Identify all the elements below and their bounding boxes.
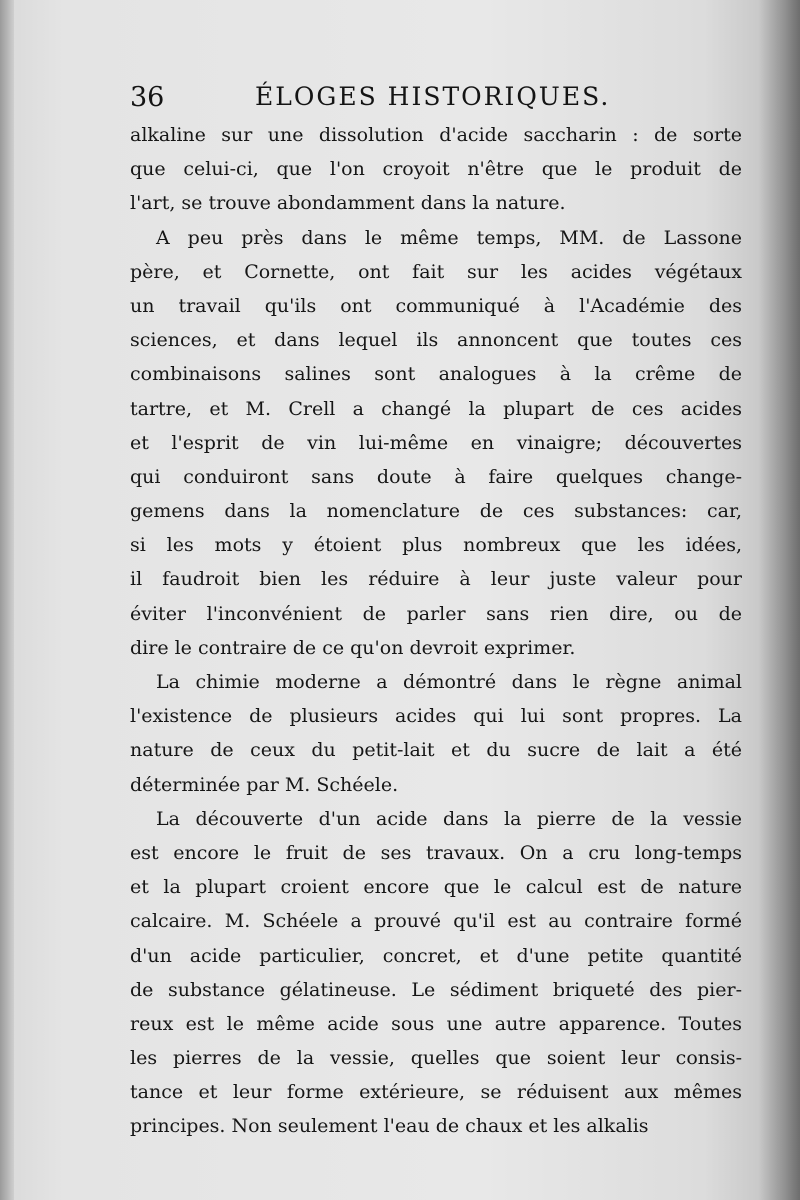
text-line: que celui-ci, que l'on croyoit n'être que le produit de bbox=[130, 158, 742, 181]
text-line: il faudroit bien les réduire à leur juste valeur pour bbox=[130, 568, 742, 591]
text-line: père, et Cornette, ont fait sur les acides végétaux bbox=[130, 260, 742, 283]
text-line: A peu près dans le même temps, MM. de Lassone bbox=[156, 226, 742, 249]
text-line: tartre, et M. Crell a changé la plupart de ces acides bbox=[130, 397, 742, 420]
paragraph bbox=[130, 665, 742, 802]
page-number: 36 bbox=[130, 82, 165, 113]
text-line: La découverte d'un acide dans la pierre de la vessie bbox=[156, 807, 742, 830]
text-line: alkaline sur une dissolution d'acide saccharin : de sorte bbox=[130, 124, 742, 146]
text-line: l'art, se trouve abondamment dans la nature. bbox=[130, 192, 566, 215]
text-line: qui conduiront sans doute à faire quelques change- bbox=[130, 465, 742, 488]
text-line: un travail qu'ils ont communiqué à l'Académie des bbox=[130, 294, 742, 317]
text-line: déterminée par M. Schéele. bbox=[130, 773, 399, 796]
page-left-edge bbox=[0, 0, 14, 1200]
text-line: sciences, et dans lequel ils annoncent que toutes ces bbox=[130, 329, 742, 352]
text-line: d'un acide particulier, concret, et d'une petite quantité bbox=[130, 944, 742, 967]
text-line: et l'esprit de vin lui-même en vinaigre; découvertes bbox=[130, 431, 742, 454]
text-line: éviter l'inconvénient de parler sans rien dire, ou de bbox=[130, 602, 742, 625]
page-gutter-shadow bbox=[758, 0, 800, 1200]
text-line: reux est le même acide sous une autre apparence. Toutes bbox=[130, 1012, 742, 1035]
paragraph bbox=[130, 221, 742, 665]
text-line: gemens dans la nomenclature de ces substances: car, bbox=[130, 500, 742, 523]
text-line: calcaire. M. Schéele a prouvé qu'il est au contraire formé bbox=[130, 910, 742, 933]
text-line: est encore le fruit de ses travaux. On a cru long-temps bbox=[130, 841, 742, 864]
text-line: et la plupart croient encore que le calcul est de nature bbox=[130, 876, 742, 899]
body-text bbox=[130, 118, 742, 1144]
text-line: tance et leur forme extérieure, se réduisent aux mêmes bbox=[130, 1081, 742, 1104]
text-line: les pierres de la vessie, quelles que soient leur consis- bbox=[130, 1047, 742, 1070]
paragraph bbox=[130, 118, 742, 221]
text-line: dire le contraire de ce qu'on devroit exprimer. bbox=[130, 636, 576, 659]
text-line: de substance gélatineuse. Le sédiment briqueté des pier- bbox=[130, 978, 742, 1001]
text-line: si les mots y étoient plus nombreux que les idées, bbox=[130, 534, 742, 557]
paragraph bbox=[130, 802, 742, 1144]
text-line: combinaisons salines sont analogues à la crême de bbox=[130, 363, 742, 386]
text-line: principes. Non seulement l'eau de chaux et les alkalis bbox=[130, 1115, 649, 1138]
text-line: La chimie moderne a démontré dans le règne animal bbox=[156, 671, 742, 693]
running-title: ÉLOGES HISTORIQUES. bbox=[255, 82, 611, 111]
text-line: nature de ceux du petit-lait et du sucre de lait a été bbox=[130, 739, 742, 762]
text-line: l'existence de plusieurs acides qui lui sont propres. La bbox=[130, 705, 742, 728]
